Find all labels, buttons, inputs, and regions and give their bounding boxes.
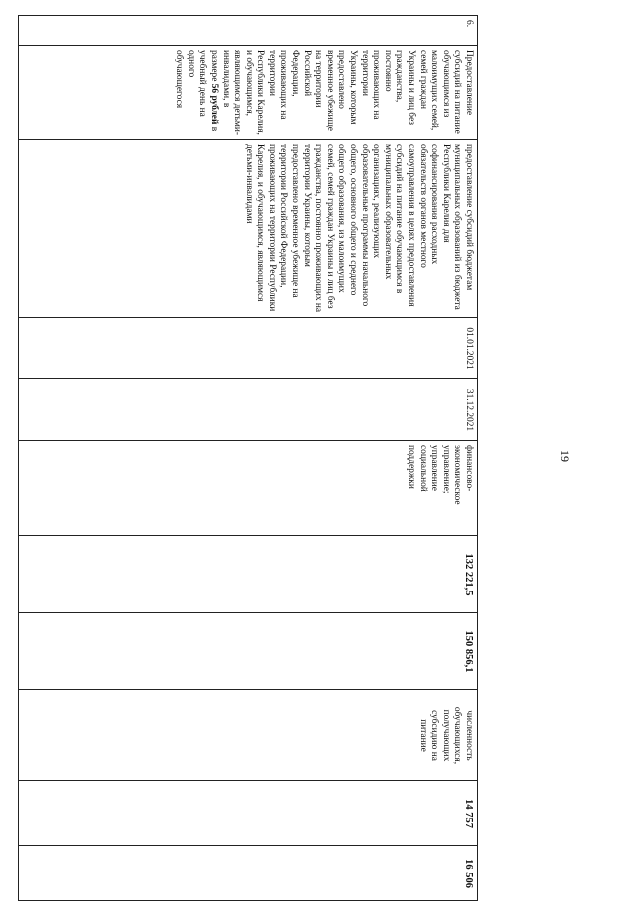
indicator-cell: [19, 690, 478, 781]
indicator-value-1-cell: [19, 781, 478, 846]
amount-2-cell: [19, 613, 478, 690]
measure-name-amount: 56 рублей: [208, 83, 219, 125]
start-date: 01.01.2021: [464, 327, 474, 370]
measure-name-tail: в учебный день на одного обучающегося: [174, 50, 219, 132]
measures-table: [18, 15, 478, 901]
amount-1: 132 221,5: [463, 553, 474, 596]
indicator-value-2: 16 506: [463, 859, 474, 888]
executor-text: финансово-экономическое управление; управление социальной поддержки: [406, 445, 474, 505]
indicator-value-1: 14 757: [463, 799, 474, 828]
measure-name-cell: [19, 46, 478, 140]
description-text: предоставление субсидий бюджетам муниципальных образований из бюджета Республики Карелия для софинансирования расходных обязательств органов местного самоуправления в целях предоставления субсидий на питание обучающимся в муниципальных образовательных организациях, реализующих образовательные программы начального общего, основного общего и среднего общего образования, из малоимущих семей, семей граждан Украины и лиц без гражданства, постоянно проживающих на территории Украины, которым предоставлено временное убежище на территории Российской Федерации, проживающих на территории Республики Карелия, и обучающимся, являющимся детьми-инвалидами: [243, 144, 474, 313]
indicator-value-2-cell: [19, 846, 478, 901]
measure-name-text: Предоставление субсидий на питание обучающимся из малоимущих семей, семей граждан Украины и лиц без гражданства, постоянно проживающих на территории Украины, которым предоставлено временное убежище на территории Российской Федерации, проживающих на территории Республики Карелия, и обучающимся, являющимся детьми-инвалидами, в размере: [208, 50, 474, 135]
amount-1-cell: [19, 536, 478, 613]
table-row: [19, 16, 478, 901]
start-date-cell: [19, 318, 478, 379]
executor-cell: [19, 441, 478, 536]
amount-2: 150 856,1: [463, 630, 474, 673]
page-number: 19: [558, 450, 572, 462]
end-date-cell: [19, 379, 478, 441]
description-cell: [19, 140, 478, 318]
rotated-table-page: [18, 15, 478, 900]
row-number-cell: [19, 16, 478, 46]
indicator-text: численность обучающихся, получающих субсидию на питание: [417, 706, 474, 765]
row-number: 6.: [464, 20, 474, 28]
end-date: 31.12.2021: [464, 388, 474, 432]
